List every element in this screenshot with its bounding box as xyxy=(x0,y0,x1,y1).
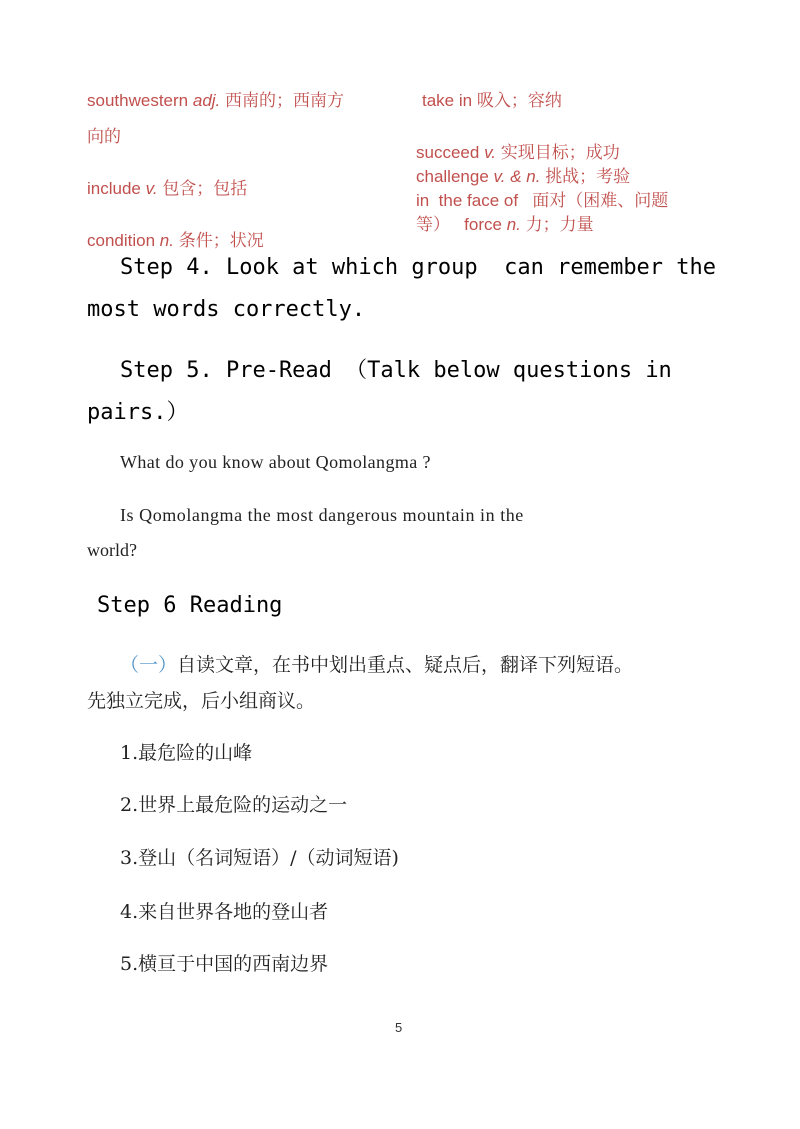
vocab-take-in xyxy=(422,89,562,113)
vocab-word: include xyxy=(87,179,141,198)
vocab-condition xyxy=(87,229,264,253)
list-item: 5.横亘于中国的西南边界 xyxy=(120,953,329,975)
step4-line1: Step 4. Look at which group can remember the xyxy=(120,255,717,280)
task-line2: 先独立完成，后小组商议。 xyxy=(87,690,316,712)
step5-line2: pairs.） xyxy=(87,400,189,425)
vocab-pos: n. xyxy=(159,231,174,250)
vocab-in-the-face-of: in the face of 面对（困难、问题 xyxy=(416,191,669,210)
vocab-pos: v. & n. xyxy=(493,167,541,186)
vocab-word: take in xyxy=(422,91,473,110)
vocab-southwestern-cont: 向的 xyxy=(87,127,121,146)
vocab-succeed xyxy=(416,141,620,165)
vocab-word: succeed xyxy=(416,143,480,162)
list-item: 4.来自世界各地的登山者 xyxy=(120,901,329,923)
vocab-word: 等） force xyxy=(416,215,507,234)
vocab-pos: n. xyxy=(506,215,521,234)
vocab-meaning: 实现目标；成功 xyxy=(500,143,620,162)
list-item: 1.最危险的山峰 xyxy=(120,742,253,764)
vocab-word: challenge xyxy=(416,167,489,186)
page-number: 5 xyxy=(395,1020,403,1035)
vocab-force xyxy=(416,213,594,237)
step6-title: Step 6 Reading xyxy=(97,593,283,618)
task-text: 自读文章，在书中划出重点、疑点后，翻译下列短语。 xyxy=(177,654,634,676)
vocab-meaning: 包含；包括 xyxy=(162,179,248,198)
list-item: 2.世界上最危险的运动之一 xyxy=(120,794,348,816)
question-1: What do you know about Qomolangma ? xyxy=(120,452,431,472)
vocab-pos: v. xyxy=(484,143,497,162)
vocab-pos: v. xyxy=(145,179,158,198)
list-item: 3.登山（名词短语）/（动词短语) xyxy=(120,847,399,869)
step5-line1: Step 5. Pre-Read （Talk below questions in xyxy=(120,358,672,383)
vocab-challenge xyxy=(416,165,630,189)
question-2-line2: world? xyxy=(87,540,137,560)
task-number: （一） xyxy=(120,654,178,676)
step4-line2: most words correctly. xyxy=(87,297,366,322)
vocab-meaning: 吸入；容纳 xyxy=(476,91,562,110)
task-line1 xyxy=(120,650,633,677)
vocab-meaning: 挑战；考验 xyxy=(545,167,631,186)
vocab-meaning: 力；力量 xyxy=(525,215,594,234)
vocab-word: condition xyxy=(87,231,156,250)
vocab-include xyxy=(87,177,247,201)
vocab-southwestern xyxy=(87,89,344,113)
question-2-line1: Is Qomolangma the most dangerous mountain in the xyxy=(120,505,524,525)
vocab-word: southwestern xyxy=(87,91,189,110)
vocab-meaning: 西南的；西南方 xyxy=(225,91,345,110)
vocab-pos: adj. xyxy=(192,91,221,110)
vocab-meaning: 条件；状况 xyxy=(178,231,264,250)
